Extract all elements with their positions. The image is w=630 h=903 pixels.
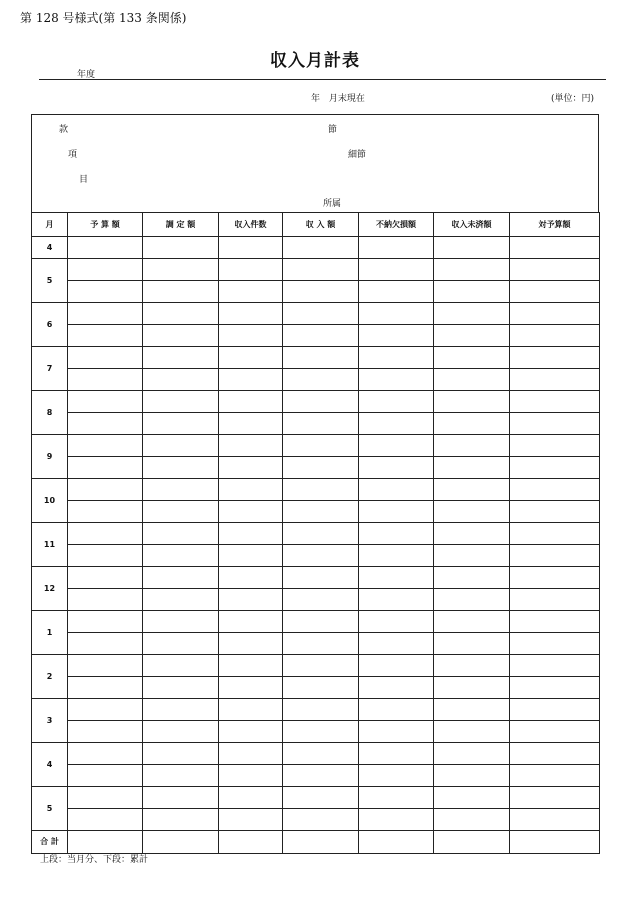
amount-cell[interactable] [434,743,510,765]
amount-cell[interactable] [219,347,283,369]
amount-cell[interactable] [219,457,283,479]
column-header: 月 [32,213,68,237]
table-row [32,237,600,259]
amount-cell[interactable] [68,479,143,501]
amount-cell[interactable] [143,413,219,435]
table-row [32,743,600,765]
table-row [32,347,600,369]
amount-cell[interactable] [143,765,219,787]
table-row [32,523,600,545]
amount-cell[interactable] [359,721,434,743]
amount-cell[interactable] [143,391,219,413]
amount-cell[interactable] [359,479,434,501]
amount-cell[interactable] [219,413,283,435]
amount-cell[interactable] [359,303,434,325]
amount-cell[interactable] [68,237,143,259]
table-row [32,479,600,501]
amount-cell[interactable] [434,787,510,809]
month-cell: 9 [32,435,68,479]
amount-cell[interactable] [510,457,600,479]
amount-cell[interactable] [219,787,283,809]
amount-cell[interactable] [219,809,283,831]
amount-cell[interactable] [434,457,510,479]
amount-cell[interactable] [434,699,510,721]
amount-cell[interactable] [68,501,143,523]
column-header: 対予算額 [510,213,600,237]
table-row [32,325,600,347]
amount-cell[interactable] [359,633,434,655]
amount-cell[interactable] [510,655,600,677]
amount-cell[interactable] [219,435,283,457]
amount-cell[interactable] [510,347,600,369]
amount-cell[interactable] [434,281,510,303]
amount-cell[interactable] [359,589,434,611]
amount-cell[interactable] [68,809,143,831]
month-cell: 7 [32,347,68,391]
amount-cell[interactable] [510,765,600,787]
monthly-revenue-table [31,212,600,854]
amount-cell[interactable] [434,347,510,369]
amount-cell[interactable] [143,325,219,347]
amount-cell[interactable] [283,809,359,831]
amount-cell[interactable] [143,457,219,479]
amount-cell[interactable] [68,765,143,787]
amount-cell[interactable] [510,831,600,854]
amount-cell[interactable] [510,325,600,347]
amount-cell[interactable] [434,677,510,699]
month-cell: 3 [32,699,68,743]
amount-cell[interactable] [510,611,600,633]
shozoku-label: 所属 [323,199,342,209]
amount-cell[interactable] [143,721,219,743]
table-row [32,567,600,589]
amount-cell[interactable] [68,655,143,677]
table-row [32,589,600,611]
amount-cell[interactable] [434,589,510,611]
amount-cell[interactable] [359,523,434,545]
amount-cell[interactable] [510,699,600,721]
table-row [32,677,600,699]
total-row [32,831,600,854]
column-header: 収入未済額 [434,213,510,237]
amount-cell[interactable] [283,589,359,611]
amount-cell[interactable] [510,369,600,391]
table-row [32,721,600,743]
amount-cell[interactable] [434,391,510,413]
amount-cell[interactable] [143,677,219,699]
table-row [32,809,600,831]
kan-label: 款 [59,125,69,135]
column-header: 調 定 額 [143,213,219,237]
amount-cell[interactable] [219,633,283,655]
amount-cell[interactable] [510,501,600,523]
amount-cell[interactable] [283,479,359,501]
amount-cell[interactable] [68,281,143,303]
title-underline [39,79,606,80]
amount-cell[interactable] [68,633,143,655]
amount-cell[interactable] [143,347,219,369]
amount-cell[interactable] [359,391,434,413]
amount-cell[interactable] [434,655,510,677]
table-row [32,435,600,457]
classification-header [31,114,599,213]
amount-cell[interactable] [283,303,359,325]
amount-cell[interactable] [143,259,219,281]
table-row [32,457,600,479]
amount-cell[interactable] [68,303,143,325]
amount-cell[interactable] [68,413,143,435]
amount-cell[interactable] [219,303,283,325]
table-row [32,787,600,809]
amount-cell[interactable] [219,325,283,347]
amount-cell[interactable] [68,721,143,743]
table-row [32,369,600,391]
form-number: 第 128 号様式(第 133 条関係) [20,11,187,25]
amount-cell[interactable] [510,677,600,699]
amount-cell[interactable] [283,435,359,457]
amount-cell[interactable] [434,633,510,655]
amount-cell[interactable] [143,589,219,611]
amount-cell[interactable] [510,743,600,765]
amount-cell[interactable] [359,831,434,854]
amount-cell[interactable] [219,545,283,567]
amount-cell[interactable] [283,677,359,699]
amount-cell[interactable] [283,633,359,655]
month-cell: 10 [32,479,68,523]
amount-cell[interactable] [283,347,359,369]
amount-cell[interactable] [143,655,219,677]
kou-label: 項 [68,150,78,160]
amount-cell[interactable] [434,237,510,259]
amount-cell[interactable] [359,281,434,303]
amount-cell[interactable] [359,611,434,633]
amount-cell[interactable] [434,765,510,787]
table-row [32,545,600,567]
amount-cell[interactable] [219,743,283,765]
month-cell: 2 [32,655,68,699]
amount-cell[interactable] [219,237,283,259]
amount-cell[interactable] [510,303,600,325]
amount-cell[interactable] [283,831,359,854]
table-row [32,259,600,281]
column-header: 予 算 額 [68,213,143,237]
moku-label: 目 [79,175,89,185]
table-row [32,633,600,655]
table-row [32,281,600,303]
amount-cell[interactable] [219,391,283,413]
table-row [32,303,600,325]
amount-cell[interactable] [143,633,219,655]
amount-cell[interactable] [434,523,510,545]
month-cell: 11 [32,523,68,567]
table-row [32,655,600,677]
amount-cell[interactable] [510,391,600,413]
amount-cell[interactable] [143,479,219,501]
amount-cell[interactable] [434,479,510,501]
amount-cell[interactable] [510,633,600,655]
amount-cell[interactable] [359,413,434,435]
month-cell: 4 [32,743,68,787]
amount-cell[interactable] [359,567,434,589]
column-header: 不納欠損額 [359,213,434,237]
amount-cell[interactable] [510,413,600,435]
column-header: 収 入 額 [283,213,359,237]
amount-cell[interactable] [359,655,434,677]
amount-cell[interactable] [283,545,359,567]
table-row [32,501,600,523]
amount-cell[interactable] [510,523,600,545]
table-row [32,765,600,787]
amount-cell[interactable] [219,589,283,611]
fiscal-year-label: 年度 [77,70,96,80]
unit-label: (単位：円) [551,94,595,104]
amount-cell[interactable] [283,457,359,479]
amount-cell[interactable] [359,765,434,787]
amount-cell[interactable] [510,281,600,303]
month-cell: 6 [32,303,68,347]
column-header: 収入件数 [219,213,283,237]
amount-cell[interactable] [283,523,359,545]
amount-cell[interactable] [510,435,600,457]
amount-cell[interactable] [283,611,359,633]
amount-cell[interactable] [434,721,510,743]
as-of-label: 年 月末現在 [311,94,365,104]
amount-cell[interactable] [359,501,434,523]
month-cell: 12 [32,567,68,611]
amount-cell[interactable] [143,545,219,567]
table-row [32,413,600,435]
amount-cell[interactable] [283,281,359,303]
amount-cell[interactable] [68,259,143,281]
column-header-row [32,213,600,237]
amount-cell[interactable] [143,303,219,325]
amount-cell[interactable] [68,567,143,589]
amount-cell[interactable] [283,655,359,677]
amount-cell[interactable] [359,699,434,721]
amount-cell[interactable] [510,787,600,809]
total-label: 合 計 [32,831,68,854]
amount-cell[interactable] [283,501,359,523]
amount-cell[interactable] [359,457,434,479]
amount-cell[interactable] [359,743,434,765]
amount-cell[interactable] [68,611,143,633]
amount-cell[interactable] [143,281,219,303]
amount-cell[interactable] [434,501,510,523]
amount-cell[interactable] [143,369,219,391]
saisetsu-label: 細節 [348,150,367,160]
amount-cell[interactable] [283,699,359,721]
amount-cell[interactable] [143,699,219,721]
amount-cell[interactable] [434,545,510,567]
amount-cell[interactable] [219,259,283,281]
amount-cell[interactable] [143,523,219,545]
amount-cell[interactable] [143,831,219,854]
amount-cell[interactable] [219,831,283,854]
amount-cell[interactable] [283,765,359,787]
amount-cell[interactable] [510,259,600,281]
amount-cell[interactable] [434,369,510,391]
amount-cell[interactable] [68,677,143,699]
amount-cell[interactable] [359,369,434,391]
amount-cell[interactable] [219,479,283,501]
amount-cell[interactable] [219,523,283,545]
amount-cell[interactable] [283,369,359,391]
amount-cell[interactable] [434,809,510,831]
amount-cell[interactable] [219,677,283,699]
amount-cell[interactable] [359,347,434,369]
amount-cell[interactable] [359,545,434,567]
amount-cell[interactable] [68,435,143,457]
amount-cell[interactable] [359,787,434,809]
amount-cell[interactable] [434,303,510,325]
amount-cell[interactable] [219,655,283,677]
amount-cell[interactable] [143,435,219,457]
amount-cell[interactable] [68,325,143,347]
amount-cell[interactable] [283,259,359,281]
amount-cell[interactable] [68,787,143,809]
amount-cell[interactable] [219,721,283,743]
amount-cell[interactable] [359,237,434,259]
amount-cell[interactable] [68,523,143,545]
amount-cell[interactable] [219,699,283,721]
amount-cell[interactable] [219,567,283,589]
table-row [32,611,600,633]
amount-cell[interactable] [359,809,434,831]
amount-cell[interactable] [359,325,434,347]
amount-cell[interactable] [283,413,359,435]
amount-cell[interactable] [143,809,219,831]
amount-cell[interactable] [359,677,434,699]
amount-cell[interactable] [68,457,143,479]
amount-cell[interactable] [434,325,510,347]
amount-cell[interactable] [283,743,359,765]
amount-cell[interactable] [219,501,283,523]
amount-cell[interactable] [510,721,600,743]
footnote: 上段：当月分、下段：累計 [40,855,149,865]
amount-cell[interactable] [510,545,600,567]
amount-cell[interactable] [143,611,219,633]
amount-cell[interactable] [434,831,510,854]
amount-cell[interactable] [143,567,219,589]
amount-cell[interactable] [510,479,600,501]
amount-cell[interactable] [68,347,143,369]
month-cell: 5 [32,259,68,303]
amount-cell[interactable] [359,435,434,457]
amount-cell[interactable] [434,435,510,457]
amount-cell[interactable] [68,831,143,854]
amount-cell[interactable] [434,413,510,435]
amount-cell[interactable] [283,237,359,259]
amount-cell[interactable] [283,391,359,413]
amount-cell[interactable] [68,699,143,721]
amount-cell[interactable] [434,611,510,633]
page-title: 収入月計表 [270,51,360,71]
amount-cell[interactable] [143,237,219,259]
table-row [32,391,600,413]
amount-cell[interactable] [283,567,359,589]
amount-cell[interactable] [283,721,359,743]
month-cell: 4 [32,237,68,259]
amount-cell[interactable] [219,611,283,633]
amount-cell[interactable] [219,281,283,303]
table-row [32,699,600,721]
amount-cell[interactable] [68,391,143,413]
amount-cell[interactable] [143,743,219,765]
amount-cell[interactable] [510,809,600,831]
setsu-label: 節 [328,125,338,135]
amount-cell[interactable] [68,369,143,391]
amount-cell[interactable] [510,567,600,589]
amount-cell[interactable] [143,787,219,809]
amount-cell[interactable] [68,743,143,765]
amount-cell[interactable] [68,589,143,611]
month-cell: 1 [32,611,68,655]
amount-cell[interactable] [219,765,283,787]
amount-cell[interactable] [359,259,434,281]
month-cell: 5 [32,787,68,831]
amount-cell[interactable] [283,787,359,809]
amount-cell[interactable] [68,545,143,567]
amount-cell[interactable] [510,589,600,611]
amount-cell[interactable] [283,325,359,347]
amount-cell[interactable] [510,237,600,259]
month-cell: 8 [32,391,68,435]
amount-cell[interactable] [219,369,283,391]
amount-cell[interactable] [143,501,219,523]
amount-cell[interactable] [434,259,510,281]
amount-cell[interactable] [434,567,510,589]
